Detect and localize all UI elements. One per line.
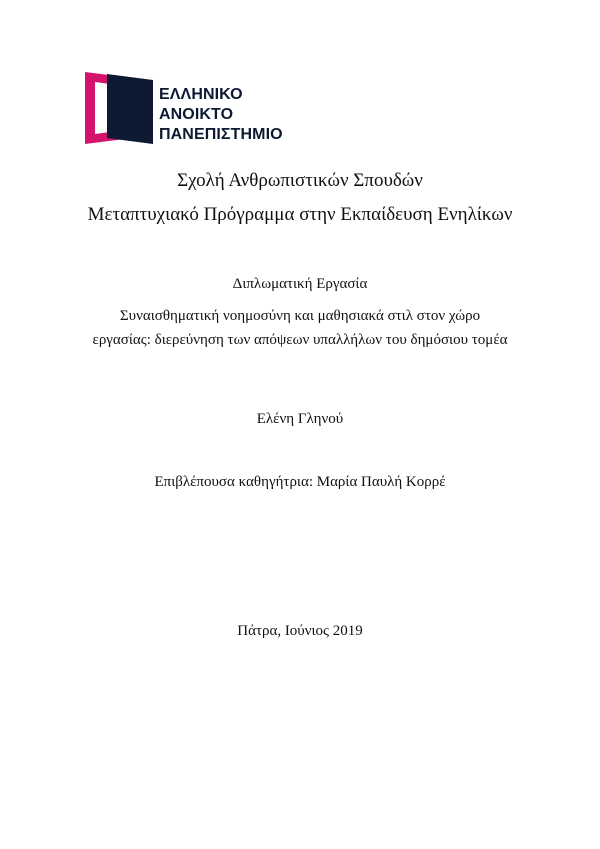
logo-line-1: ΕΛΛΗΝΙΚΟ [159,86,243,103]
school-name: Σχολή Ανθρωπιστικών Σπουδών [177,170,423,191]
logo-line-3: ΠΑΝΕΠΙΣΤΗΜΙΟ [159,126,283,143]
thesis-title: Συναισθηματική νοημοσύνη και μαθησιακά στιλ στον χώρο εργασίας: διερεύνηση των απόψεων υπαλλήλων του δημόσιου τομέα [92,308,508,348]
supervisor: Επιβλέπουσα καθηγήτρια: Μαρία Παυλή Κορρέ [154,474,446,490]
program-name: Μεταπτυχιακό Πρόγραμμα στην Εκπαίδευση Ενηλίκων [87,204,513,225]
place-date: Πάτρα, Ιούνιος 2019 [237,623,363,639]
logo-line-2: ΑΝΟΙΚΤΟ [159,106,234,123]
university-logo-mark [85,72,159,144]
author-name: Ελένη Γληνού [256,411,344,427]
university-logo [85,72,285,144]
logo-wordmark [159,85,283,145]
thesis-type: Διπλωματική Εργασία [232,276,368,292]
